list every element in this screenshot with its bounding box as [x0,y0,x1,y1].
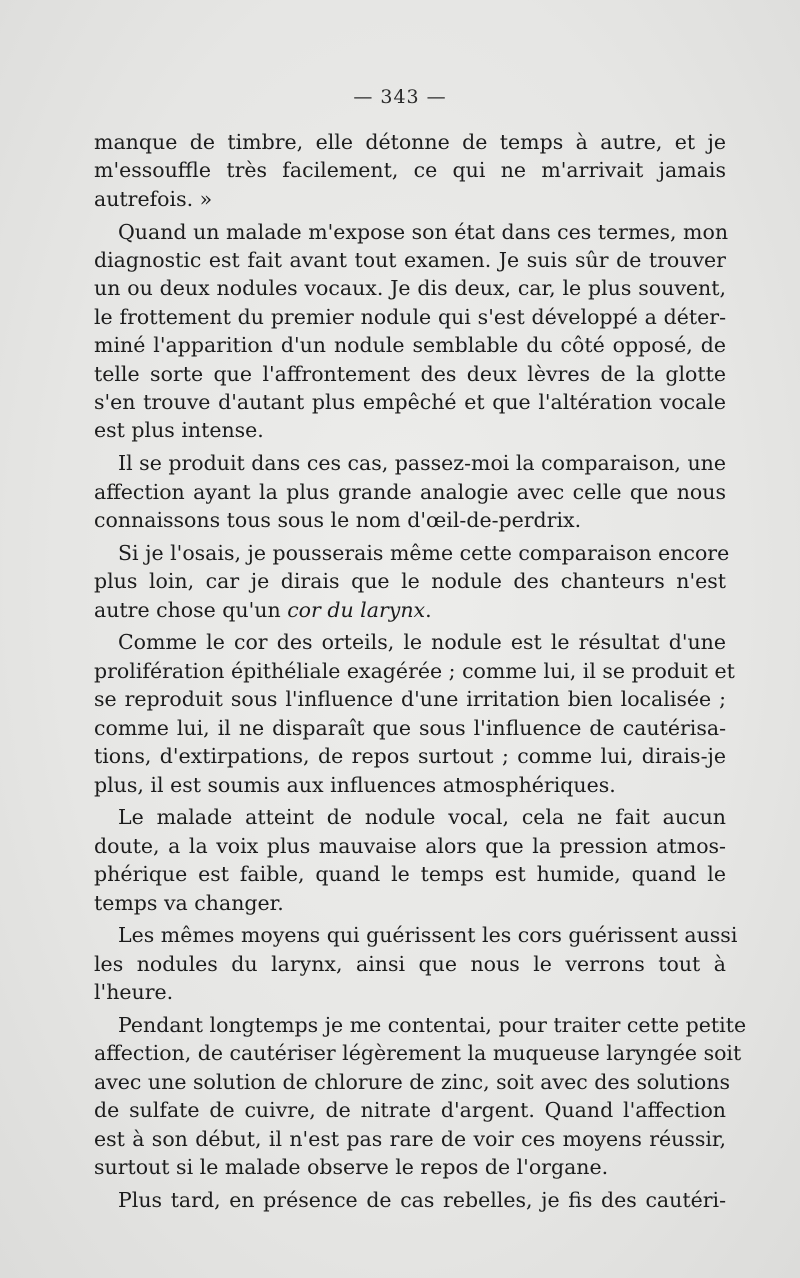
text-line: comme lui, il ne disparaît que sous l'influence de cautérisa- [94,715,726,740]
text-line: autrefois. » [94,186,213,211]
text-line: surtout si le malade observe le repos de l'organe. [94,1154,609,1179]
text-line: de sulfate de cuivre, de nitrate d'argent. Quand l'affection [94,1098,726,1123]
text-line: Comme le cor des orteils, le nodule est le résultat d'une [118,630,726,655]
text-line: phérique est faible, quand le temps est humide, quand le [94,862,726,887]
paragraph [94,218,729,445]
text-line: Le malade atteint de nodule vocal, cela ne fait aucun [118,805,726,830]
text-line: doute, a la voix plus mauvaise alors que la pression atmos- [94,833,726,858]
paragraph [94,803,726,917]
paragraph [94,128,726,213]
text-line: Pendant longtemps je me contentai, pour traiter cette petite [118,1012,747,1037]
text-line: Quand un malade m'expose son état dans ces termes, mon [118,219,729,244]
text-line: telle sorte que l'affrontement des deux lèvres de la glotte [94,361,726,386]
text-line: le frottement du premier nodule qui s'est développé a déter- [94,304,726,329]
text-line: Les mêmes moyens qui guérissent les cors guérissent aussi [118,923,738,948]
italic-term: cor du larynx [287,597,426,622]
text-line: temps va changer. [94,890,284,915]
text-line [94,596,726,624]
text-line: l'heure. [94,980,174,1005]
paragraph [94,628,735,798]
text-line: Il se produit dans ces cas, passez-moi la comparaison, une [118,451,726,476]
text-line: est à son début, il n'est pas rare de voir ces moyens réussir, [94,1126,726,1151]
text-line: m'essouffle très facilement, ce qui ne m'arrivait jamais [94,158,726,183]
text-line: affection, de cautériser légèrement la muqueuse laryngée soit [94,1041,742,1066]
paragraph [94,1186,726,1214]
text-line: plus loin, car je dirais que le nodule des chanteurs n'est [94,569,726,594]
text-line: Plus tard, en présence de cas rebelles, je fis des cautéri- [118,1187,726,1212]
paragraph [94,921,738,1006]
body-text [94,128,747,1219]
text-line: affection ayant la plus grande analogie avec celle que nous [94,479,726,504]
page-number: — 343 — [353,86,447,108]
text-line: avec une solution de chlorure de zinc, soit avec des solutions [94,1069,730,1094]
text-line: les nodules du larynx, ainsi que nous le verrons tout à [94,951,726,976]
text-run: . [425,597,432,622]
text-line: diagnostic est fait avant tout examen. Je suis sûr de trouver [94,248,726,273]
text-line: tions, d'extirpations, de repos surtout ; comme lui, dirais-je [94,744,726,769]
text-line: miné l'apparition d'un nodule semblable du côté opposé, de [94,333,726,358]
paragraph [94,1011,747,1181]
text-run: autre chose qu'un [94,597,288,622]
text-line: s'en trouve d'autant plus empêché et que l'altération vocale [94,390,726,415]
text-line: se reproduit sous l'influence d'une irritation bien localisée ; [94,687,726,712]
paragraph [94,449,726,534]
text-line: plus, il est soumis aux influences atmosphériques. [94,772,616,797]
text-line: Si je l'osais, je pousserais même cette comparaison encore [118,540,730,565]
paragraph [94,539,730,624]
text-line: connaissons tous sous le nom d'œil-de-perdrix. [94,508,582,533]
text-line: un ou deux nodules vocaux. Je dis deux, car, le plus souvent, [94,276,726,301]
text-line: est plus intense. [94,418,264,443]
text-line: manque de timbre, elle détonne de temps à autre, et je [94,130,726,154]
text-line: prolifération épithéliale exagérée ; comme lui, il se produit et [94,658,735,683]
